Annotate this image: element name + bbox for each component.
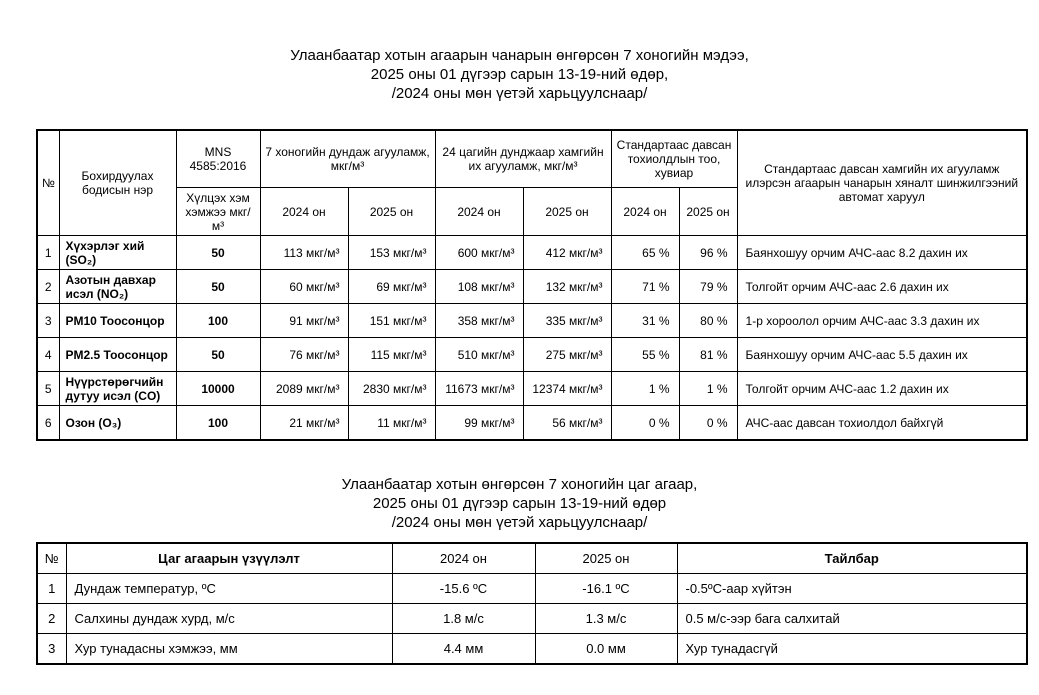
- pollutant-name: Азотын давхар исэл (NO₂): [59, 270, 176, 304]
- pollutant-name: PM2.5 Тоосонцор: [59, 338, 176, 372]
- mns-limit: 10000: [176, 372, 260, 406]
- header-weekly-average: 7 хоногийн дундаж агууламж, мкг/м³: [260, 130, 435, 188]
- weather-table: [36, 542, 1028, 665]
- title1-line1: Улаанбаатар хотын агаарын чанарын өнгөрсөн 7 хоногийн мэдээ,: [290, 47, 749, 64]
- station-note: АЧС-аас давсан тохиолдол байхгүй: [737, 406, 1027, 441]
- air-quality-report-title: [0, 0, 1039, 103]
- value-2024: 1.8 м/с: [392, 604, 535, 634]
- avg7-2025-value: 11 мкг/м³: [348, 406, 435, 441]
- max24-2024-value: 510 мкг/м³: [435, 338, 523, 372]
- row-number: 2: [37, 270, 59, 304]
- header-exceedance-count: Стандартаас давсан тохиолдлын тоо, хувиар: [611, 130, 737, 188]
- table-row: [37, 372, 1027, 406]
- station-note: Толгойт орчим АЧС-аас 2.6 дахин их: [737, 270, 1027, 304]
- avg7-2024-value: 76 мкг/м³: [260, 338, 348, 372]
- header-station: Стандартаас давсан хамгийн их агууламж илэрсэн агаарын чанарын хяналт шинжилгээний автомат харуул: [737, 130, 1027, 236]
- header-mns-standard: MNS 4585:2016: [176, 130, 260, 188]
- value-2025: 0.0 мм: [535, 634, 677, 665]
- header-pct-2024: 2024 он: [611, 188, 679, 236]
- pct-2025-value: 0 %: [679, 406, 737, 441]
- pollutant-name: PM10 Тоосонцор: [59, 304, 176, 338]
- avg7-2025-value: 151 мкг/м³: [348, 304, 435, 338]
- mns-limit: 50: [176, 236, 260, 270]
- max24-2025-value: 335 мкг/м³: [523, 304, 611, 338]
- note: Хур тунадасгүй: [677, 634, 1027, 665]
- avg7-2025-value: 153 мкг/м³: [348, 236, 435, 270]
- max24-2025-value: 56 мкг/м³: [523, 406, 611, 441]
- pollutant-name: Озон (O₃): [59, 406, 176, 441]
- max24-2024-value: 600 мкг/м³: [435, 236, 523, 270]
- table-row: [37, 236, 1027, 270]
- weather-indicator: Хур тунадасны хэмжээ, мм: [66, 634, 392, 665]
- avg7-2025-value: 115 мкг/м³: [348, 338, 435, 372]
- value-2025: -16.1 ºС: [535, 574, 677, 604]
- max24-2024-value: 108 мкг/м³: [435, 270, 523, 304]
- mns-limit: 50: [176, 270, 260, 304]
- mns-limit: 50: [176, 338, 260, 372]
- row-number: 4: [37, 338, 59, 372]
- row-number: 1: [37, 236, 59, 270]
- avg7-2024-value: 2089 мкг/м³: [260, 372, 348, 406]
- table-row: [37, 406, 1027, 441]
- row-number: 3: [37, 304, 59, 338]
- header-max24-2024: 2024 он: [435, 188, 523, 236]
- avg7-2024-value: 21 мкг/м³: [260, 406, 348, 441]
- header-pollutant-name: Бохирдуулах бодисын нэр: [59, 130, 176, 236]
- table-row: [37, 574, 1027, 604]
- station-note: Толгойт орчим АЧС-аас 1.2 дахин их: [737, 372, 1027, 406]
- pollutant-name: Нүүрстөрөгчийн дутуу исэл (CO): [59, 372, 176, 406]
- station-note: Баянхошуу орчим АЧС-аас 8.2 дахин их: [737, 236, 1027, 270]
- header-avg7-2025: 2025 он: [348, 188, 435, 236]
- pct-2025-value: 80 %: [679, 304, 737, 338]
- title2-line3: /2024 оны мөн үетэй харьцуулснаар/: [391, 514, 648, 531]
- avg7-2025-value: 69 мкг/м³: [348, 270, 435, 304]
- row-number: 5: [37, 372, 59, 406]
- pct-2024-value: 55 %: [611, 338, 679, 372]
- row-number: 3: [37, 634, 66, 665]
- avg7-2025-value: 2830 мкг/м³: [348, 372, 435, 406]
- pct-2024-value: 0 %: [611, 406, 679, 441]
- avg7-2024-value: 60 мкг/м³: [260, 270, 348, 304]
- mns-limit: 100: [176, 406, 260, 441]
- header-pct-2025: 2025 он: [679, 188, 737, 236]
- max24-2025-value: 12374 мкг/м³: [523, 372, 611, 406]
- weather-indicator: Салхины дундаж хурд, м/с: [66, 604, 392, 634]
- table-row: [37, 604, 1027, 634]
- pct-2025-value: 81 %: [679, 338, 737, 372]
- pct-2024-value: 65 %: [611, 236, 679, 270]
- pct-2024-value: 1 %: [611, 372, 679, 406]
- station-note: 1-р хороолол орчим АЧС-аас 3.3 дахин их: [737, 304, 1027, 338]
- max24-2025-value: 132 мкг/м³: [523, 270, 611, 304]
- title1-line3: /2024 оны мөн үетэй харьцуулснаар/: [391, 85, 648, 102]
- max24-2025-value: 412 мкг/м³: [523, 236, 611, 270]
- header-weather-indicator: Цаг агаарын үзүүлэлт: [66, 543, 392, 574]
- header-24h-max: 24 цагийн дунджаар хамгийн их агууламж, мкг/м³: [435, 130, 611, 188]
- station-note: Баянхошуу орчим АЧС-аас 5.5 дахин их: [737, 338, 1027, 372]
- header-allowed-limit: Хүлцэх хэм хэмжээ мкг/м³: [176, 188, 260, 236]
- value-2025: 1.3 м/с: [535, 604, 677, 634]
- pct-2024-value: 31 %: [611, 304, 679, 338]
- pollutant-name: Хүхэрлэг хий (SO₂): [59, 236, 176, 270]
- table-row: [37, 270, 1027, 304]
- title1-line2: 2025 оны 01 дүгээр сарын 13-19-ний өдөр,: [370, 66, 669, 83]
- header-2025: 2025 он: [535, 543, 677, 574]
- header-no: №: [37, 130, 59, 236]
- pct-2025-value: 79 %: [679, 270, 737, 304]
- header-avg7-2024: 2024 он: [260, 188, 348, 236]
- value-2024: -15.6 ºС: [392, 574, 535, 604]
- header-note: Тайлбар: [677, 543, 1027, 574]
- row-number: 1: [37, 574, 66, 604]
- pct-2024-value: 71 %: [611, 270, 679, 304]
- value-2024: 4.4 мм: [392, 634, 535, 665]
- avg7-2024-value: 91 мкг/м³: [260, 304, 348, 338]
- max24-2025-value: 275 мкг/м³: [523, 338, 611, 372]
- max24-2024-value: 99 мкг/м³: [435, 406, 523, 441]
- note: 0.5 м/с-ээр бага салхитай: [677, 604, 1027, 634]
- avg7-2024-value: 113 мкг/м³: [260, 236, 348, 270]
- title2-line2: 2025 оны 01 дүгээр сарын 13-19-ний өдөр: [372, 495, 667, 512]
- air-quality-table: [36, 129, 1028, 441]
- row-number: 6: [37, 406, 59, 441]
- row-number: 2: [37, 604, 66, 634]
- max24-2024-value: 11673 мкг/м³: [435, 372, 523, 406]
- mns-limit: 100: [176, 304, 260, 338]
- title2-line1: Улаанбаатар хотын өнгөрсөн 7 хоногийн цаг агаар,: [341, 476, 698, 493]
- note: -0.5ºС-аар хүйтэн: [677, 574, 1027, 604]
- table-row: [37, 338, 1027, 372]
- weather-report-title: [0, 475, 1039, 532]
- table-row: [37, 304, 1027, 338]
- header-no: №: [37, 543, 66, 574]
- weather-indicator: Дундаж температур, ºС: [66, 574, 392, 604]
- header-max24-2025: 2025 он: [523, 188, 611, 236]
- pct-2025-value: 96 %: [679, 236, 737, 270]
- table-row: [37, 634, 1027, 665]
- max24-2024-value: 358 мкг/м³: [435, 304, 523, 338]
- header-2024: 2024 он: [392, 543, 535, 574]
- pct-2025-value: 1 %: [679, 372, 737, 406]
